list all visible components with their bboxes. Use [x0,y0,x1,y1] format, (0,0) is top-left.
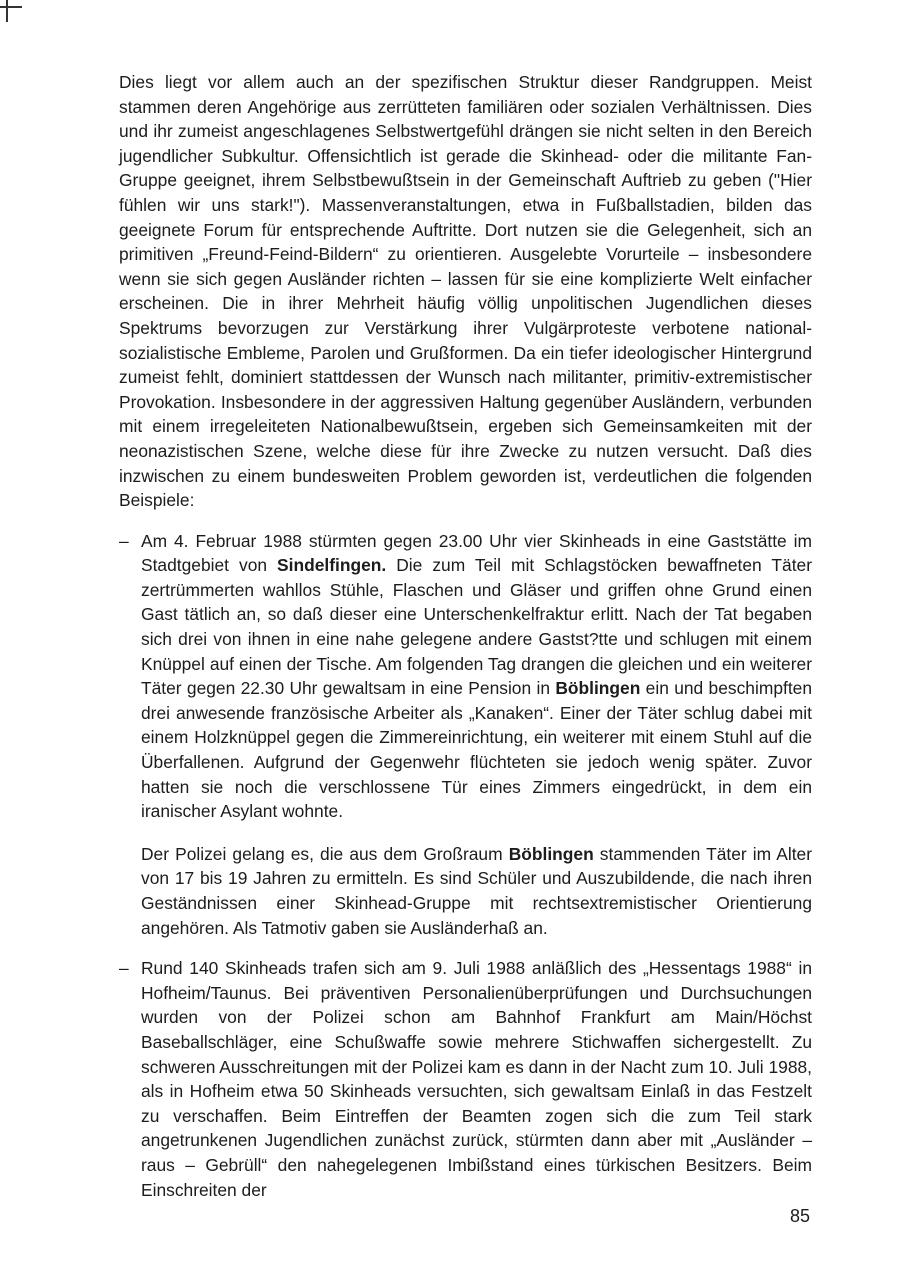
place-name-sindelfingen: Sindelfingen. [277,555,387,576]
list-dash: – [119,530,129,551]
intro-paragraph: Dies liegt vor allem auch an der spezifischen Struktur dieser Randgruppen. Meist stammen deren Angehörige aus zerrütteten familiären oder sozialen Verhältnissen. Dies und ihr zumeist angeschlagenes Selbstwertgefühl drängen sie nicht selten in den Bereich jugendlicher Subkultur. Offensichtlich ist gerade die Skinhead- oder die militante Fan-Gruppe geeignet, ihrem Selbstbewußtsein in der Gemeinschaft Auftrieb zu geben ("Hier fühlen wir uns stark!"). Massenveranstaltungen, etwa in Fußballstadien, bilden das geeignete Forum für entsprechende Auftritte. Dort nutzen sie die Gelegenheit, sich an primitiven „Freund-Feind-Bildern“ zu orientieren. Ausgelebte Vorurteile – insbesondere wenn sie sich gegen Ausländer richten – lassen für sie eine komplizierte Welt einfacher erscheinen. Die in ihrer Mehrheit häufig völlig unpolitischen Jugendlichen dieses Spektrums bevorzugen zur Verstärkung ihrer Vulgärproteste verbotene national-sozialistische Embleme, Parolen und Grußformen. Da ein tiefer ideologischer Hintergrund zumeist fehlt, dominiert stattdessen der Wunsch nach militanter, primitiv-extremistischer Provokation. Insbesondere in der aggressiven Haltung gegenüber Ausländern, verbunden mit einem irregeleiteten Nationalbewußtsein, ergeben sich Gemeinsamkeiten mit der neonazistischen Szene, welche diese für ihre Zwecke zu nutzen versucht. Daß dies inzwischen zu einem bundesweiten Problem geworden ist, verdeutlichen die folgenden Beispiele: [119,72,812,511]
crop-mark-vertical [6,0,8,22]
document-body [119,70,812,1202]
list-item-followup-paragraph: Der Polizei gelang es, die aus dem Großraum Böblingen stammenden Täter im Alter von 17 bis 19 Jahren zu ermitteln. Es sind Schüler und Auszubildende, die nach ihren Geständnissen einer Skinhead-Gruppe mit rechtsextremistischer Orientierung angehören. Als Tatmotiv gaben sie Ausländerhaß an. [141,843,813,938]
list-dash: – [119,958,129,979]
list-item-text: Am 4. Februar 1988 stürmten gegen 23.00 Uhr vier Skinheads in eine Gaststätte im Stadtgebiet von Sindelfingen. Die zum Teil mit Schlagstöcken bewaffneten Täter zertrümmerten wahllos Stühle, Flaschen und Gläser und griffen ohne Grund einen Gast tätlich an, so daß dieser eine Unterschenkelfraktur erlitt. Nach der Tat begaben sich drei von ihnen in eine nahe gelegene andere Gastst?tte und schlugen mit einem Knüppel auf einen der Tische. Am folgenden Tag drangen die gleichen und ein weiterer Täter gegen 22.30 Uhr gewaltsam in eine Pension in Böblingen ein und beschimpften drei anwesende französische Arbeiter als „Kanaken“. Einer der Täter schlug dabei mit einem Holzknüppel gegen die Zimmereinrichtung, ein weiterer mit einem Stuhl auf die Überfallenen. Aufgrund der Gegenwehr flüchteten sie jedoch wenig später. Zuvor hatten sie noch die verschlossene Tür eines Zimmers eingedrückt, in dem ein iranischer Asylant wohnte. [141,530,812,822]
page-number: 85 [789,1206,810,1226]
crop-mark-horizontal [0,6,22,8]
place-name-boeblingen: Böblingen [555,678,641,699]
list-item-hofheim [119,956,812,1202]
list-item-sindelfingen [119,529,812,941]
list-item-text: Rund 140 Skinheads trafen sich am 9. Juli 1988 anläßlich des „Hessentags 1988“ in Hofheim/Taunus. Bei präventiven Personalienüberprüfungen und Durchsuchungen wurden von der Polizei schon am Bahnhof Frankfurt am Main/Höchst Baseballschläger, eine Schußwaffe sowie mehrere Stichwaffen sichergestellt. Zu schweren Ausschreitungen mit der Polizei kam es dann in der Nacht zum 10. Juli 1988, als in Hofheim etwa 50 Skinheads versuchten, sich gewaltsam Einlaß in das Festzelt zu verschaffen. Beim Eintreffen der Beamten zogen sich die zum Teil stark angetrunkenen Jugendlichen zunächst zurück, stürmten dann aber mit „Ausländer – raus – Gebrüll“ den nahegelegenen Imbißstand eines türkischen Besitzers. Beim Einschreiten der [141,958,812,1200]
place-name-boeblingen: Böblingen [508,843,594,864]
